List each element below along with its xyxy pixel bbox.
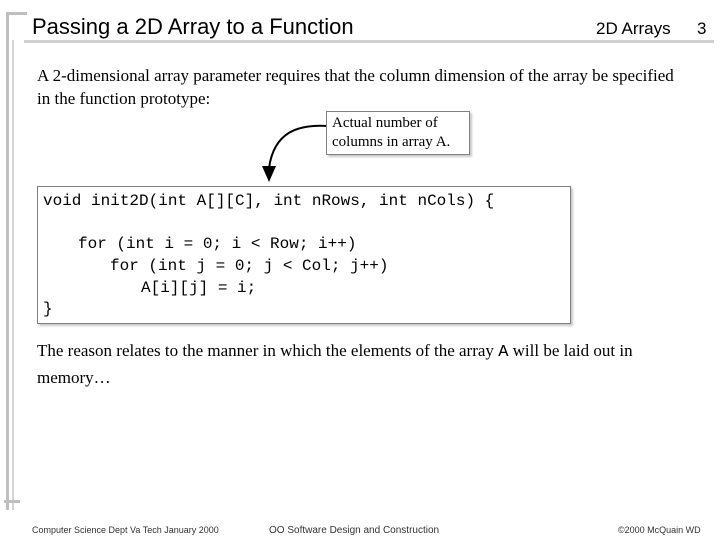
code-line: void init2D(int A[][C], int nRows, int nCols) { — [43, 192, 495, 210]
code-line: } — [43, 300, 53, 318]
slide-frame-tick — [4, 500, 20, 503]
code-line: A[i][j] = i; — [141, 279, 257, 297]
curved-arrow-icon — [258, 116, 330, 184]
intro-paragraph: A 2-dimensional array parameter requires that the column dimension of the array be specified in the function prototype: — [37, 66, 674, 108]
footer-right: ©2000 McQuain WD — [618, 525, 701, 535]
slide-title: Passing a 2D Array to a Function — [32, 14, 354, 39]
array-name-code: A — [498, 343, 509, 362]
page-number: 3 — [697, 19, 707, 38]
slide-frame-left-bar-inner — [12, 40, 14, 510]
callout-box — [326, 111, 470, 155]
reason-text-end: will be laid out in memory… — [37, 341, 633, 387]
section-label: 2D Arrays — [596, 19, 671, 38]
code-line: for (int i = 0; i < Row; i++) — [78, 235, 357, 253]
code-line: for (int j = 0; j < Col; j++) — [110, 257, 389, 275]
callout-line-2: columns in array A. — [332, 134, 451, 150]
code-block — [37, 186, 571, 324]
footer-left: Computer Science Dept Va Tech January 2000 — [32, 525, 219, 535]
reason-text: The reason relates to the manner in which the elements of the array — [37, 341, 499, 360]
reason-paragraph — [37, 338, 697, 390]
title-rule — [24, 40, 714, 43]
callout-line-1: Actual number of — [332, 115, 438, 131]
slide-frame-corner — [6, 12, 27, 41]
slide-frame-left-bar — [6, 40, 9, 510]
footer-center: OO Software Design and Construction — [269, 525, 440, 536]
